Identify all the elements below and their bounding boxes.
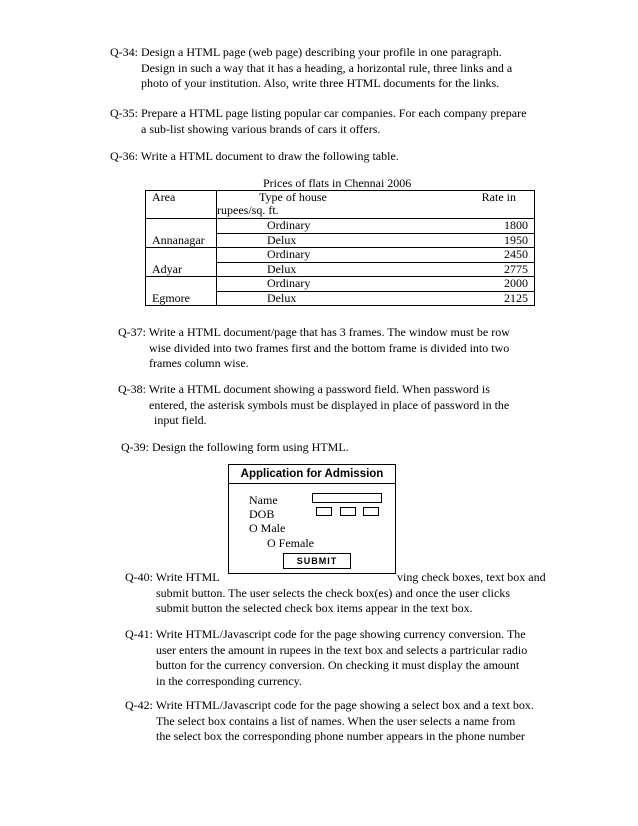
question-35-line: a sub-list showing various brands of cars it offers.	[141, 121, 381, 136]
question-37-line: frames column wise.	[149, 356, 249, 370]
cell-area: Annanagar	[146, 219, 217, 248]
cell-type: Delux	[217, 262, 450, 277]
question-35-line: Q-35: Prepare a HTML page listing popular car companies. For each company prepare	[110, 106, 527, 120]
cell-area: Egmore	[146, 277, 217, 306]
header-unit: rupees/sq. ft.	[217, 203, 279, 217]
name-label: Name	[249, 493, 278, 507]
submit-button[interactable]: SUBMIT	[283, 553, 351, 569]
cell-type: Delux	[217, 291, 450, 306]
question-42	[125, 698, 534, 745]
dob-year-input[interactable]	[363, 507, 379, 516]
question-40	[125, 570, 546, 617]
question-38-line: entered, the asterisk symbols must be displayed in place of password in the	[149, 397, 510, 412]
table-row	[146, 219, 535, 234]
question-41-line: button for the currency conversion. On checking it must display the amount	[156, 658, 520, 672]
cell-rate: 2450	[449, 248, 534, 263]
question-42-line: Q-42: Write HTML/Javascript code for the page showing a select box and a text box.	[125, 698, 534, 712]
question-42-line: The select box contains a list of names. When the user selects a name from	[156, 713, 516, 728]
header-area: Area	[146, 191, 217, 219]
question-41-line: in the corresponding currency.	[156, 673, 302, 688]
table-caption: Prices of flats in Chennai 2006	[263, 176, 412, 190]
question-37-line: wise divided into two frames first and the bottom frame is divided into two	[149, 340, 510, 355]
cell-rate: 2000	[449, 277, 534, 292]
question-40-line: Q-40: Write HTML ving check boxes, text box and	[125, 570, 546, 584]
form-title: Application for Admission	[229, 465, 395, 484]
question-40-line-tail: ving check boxes, text box and	[397, 570, 546, 584]
question-42-line: the select box the corresponding phone number appears in the phone number	[156, 729, 525, 743]
header-type: Type of house	[259, 190, 327, 204]
admission-form	[228, 464, 396, 574]
male-radio[interactable]: O Male	[249, 521, 286, 535]
cell-rate: 2125	[449, 291, 534, 306]
table-header-row	[146, 191, 535, 219]
question-38-line: Q-38: Write a HTML document showing a password field. When password is	[118, 382, 490, 396]
question-36	[110, 149, 399, 165]
cell-type: Ordinary	[217, 219, 450, 234]
question-37-line: Q-37: Write a HTML document/page that has 3 frames. The window must be row	[118, 325, 510, 339]
dob-month-input[interactable]	[340, 507, 356, 516]
question-34	[110, 45, 512, 92]
question-34-line: Design in such a way that it has a heading, a horizontal rule, three links and a	[141, 60, 513, 75]
question-40-line: submit button. The user selects the check box(es) and once the user clicks	[156, 585, 511, 600]
table-row	[146, 277, 535, 292]
cell-rate: 1800	[449, 219, 534, 234]
dob-label: DOB	[249, 507, 275, 521]
question-35	[110, 106, 526, 137]
table-row	[146, 248, 535, 263]
cell-type: Delux	[217, 233, 450, 248]
cell-area: Adyar	[146, 248, 217, 277]
question-38	[118, 382, 509, 429]
question-34-line: photo of your institution. Also, write three HTML documents for the links.	[141, 76, 500, 90]
dob-day-input[interactable]	[316, 507, 332, 516]
question-41-line: user enters the amount in rupees in the text box and selects a partricular radio	[156, 642, 528, 657]
cell-type: Ordinary	[217, 277, 450, 292]
question-39-line: Q-39: Design the following form using HTML.	[121, 440, 349, 454]
flats-price-table	[145, 190, 535, 306]
header-type-rate	[217, 191, 535, 219]
female-radio[interactable]: O Female	[267, 536, 314, 550]
question-39	[121, 440, 349, 456]
cell-rate: 1950	[449, 233, 534, 248]
question-37	[118, 325, 510, 372]
cell-type: Ordinary	[217, 248, 450, 263]
cell-rate: 2775	[449, 262, 534, 277]
name-input[interactable]	[312, 493, 382, 503]
question-38-line: input field.	[154, 413, 207, 427]
question-41	[125, 627, 527, 689]
question-41-line: Q-41: Write HTML/Javascript code for the page showing currency conversion. The	[125, 627, 526, 641]
question-36-line: Q-36: Write a HTML document to draw the following table.	[110, 149, 399, 163]
question-34-line: Q-34: Design a HTML page (web page) describing your profile in one paragraph.	[110, 45, 502, 59]
header-rate: Rate in	[481, 190, 516, 204]
question-40-line: submit button the selected check box items appear in the text box.	[156, 601, 473, 615]
